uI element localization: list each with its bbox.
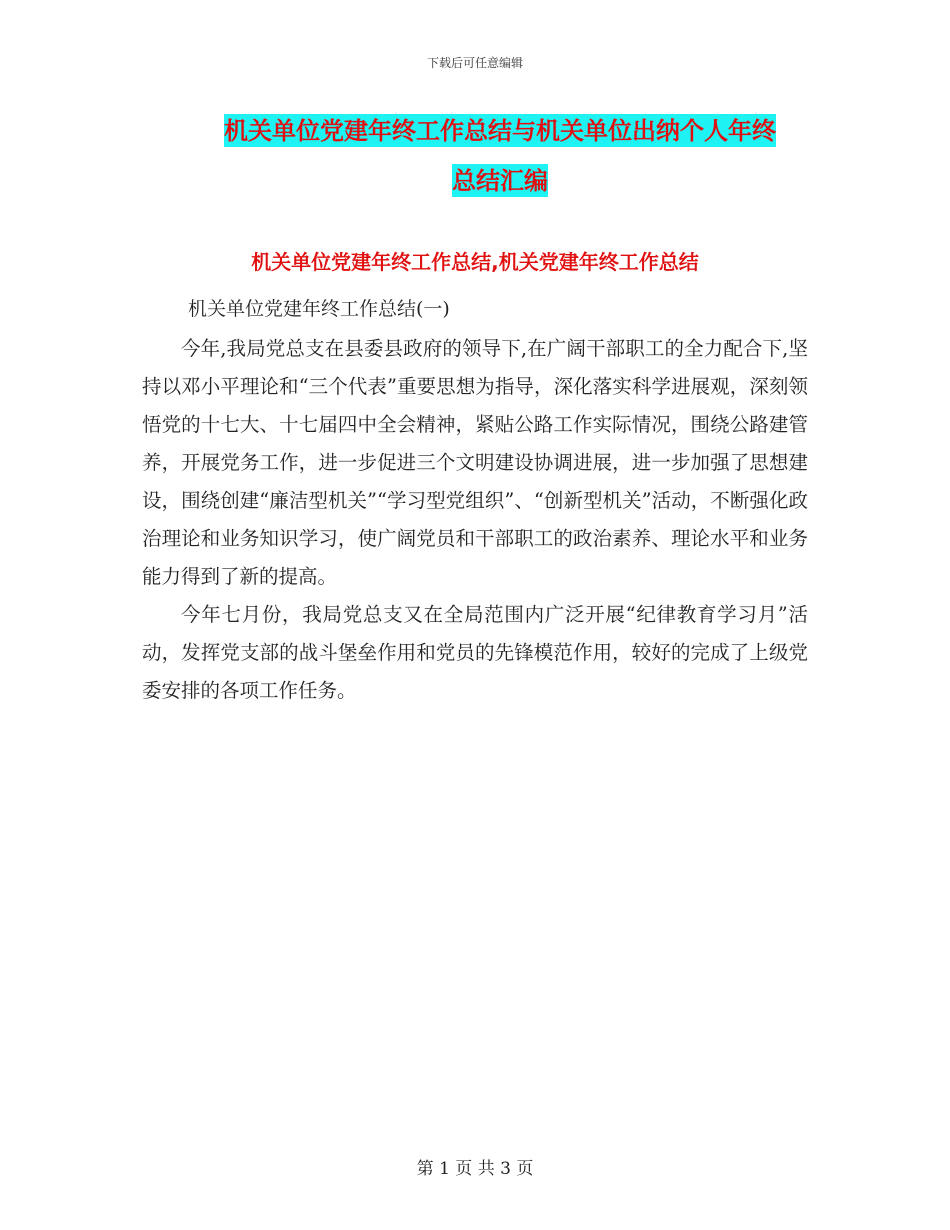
- document-title: [190, 106, 810, 206]
- title-line-2: 总结汇编: [452, 166, 548, 195]
- body-text: [142, 330, 808, 710]
- page-indicator: 第 1 页 共 3 页: [416, 1159, 534, 1179]
- document-subtitle: 机关单位党建年终工作总结,机关党建年终工作总结: [251, 250, 699, 274]
- title-line-1: 机关单位党建年终工作总结与机关单位出纳个人年终: [224, 116, 776, 145]
- paragraph-1: 今年,我局党总支在县委县政府的领导下,在广阔干部职工的全力配合下,坚持以邓小平理论和“三个代表”重要思想为指导，深化落实科学进展观，深刻领悟党的十七大、十七届四中全会精神，紧贴公路工作实际情况，围绕公路建管养，开展党务工作，进一步促进三个文明建设协调进展，进一步加强了思想建设，围绕创建“廉洁型机关”“学习型党组织”、“创新型机关”活动，不断强化政治理论和业务知识学习，使广阔党员和干部职工的政治素养、理论水平和业务能力得到了新的提高。: [142, 337, 808, 588]
- paragraph-2: 今年七月份，我局党总支又在全局范围内广泛开展“纪律教育学习月”活动，发挥党支部的战斗堡垒作用和党员的先锋模范作用，较好的完成了上级党委安排的各项工作任务。: [142, 603, 808, 702]
- section-label: 机关单位党建年终工作总结(一): [188, 298, 450, 320]
- header-note: 下载后可任意编辑: [426, 56, 523, 70]
